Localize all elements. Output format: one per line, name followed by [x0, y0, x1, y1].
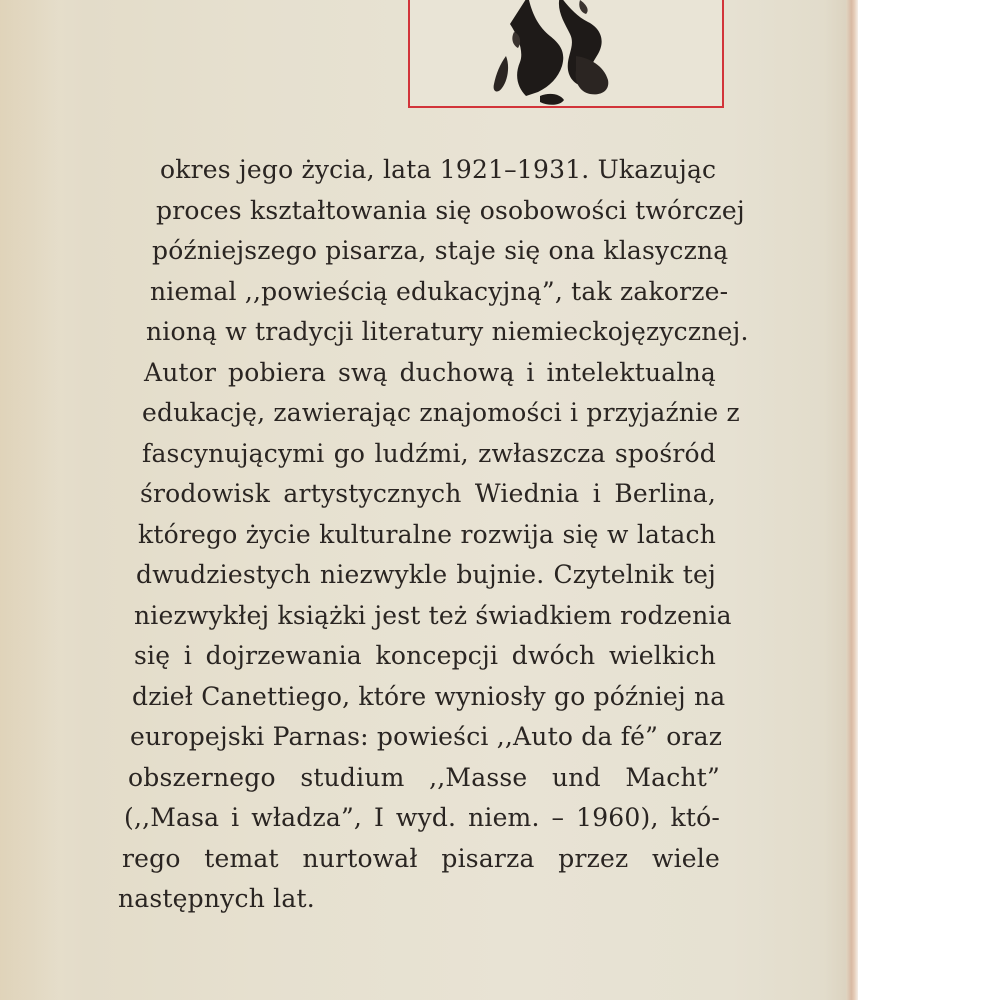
text-line: europejski Parnas: powieści ,,Auto da fé” oraz	[130, 722, 723, 751]
text-line: nioną w tradycji literatury niemieckojęzycznej.	[146, 317, 749, 346]
text-line: fascynującymi go ludźmi, zwłaszcza spośród	[142, 438, 716, 468]
text-line: dwudziestych niezwykle bujnie. Czytelnik tej	[136, 560, 716, 589]
portrait-drawing	[410, 0, 722, 108]
text-line: proces kształtowania się osobowości twórczej	[156, 195, 745, 225]
body-text	[112, 150, 749, 920]
page-spine-shadow	[0, 0, 60, 1000]
text-line: edukację, zawierając znajomości i przyjaźnie z	[142, 398, 740, 427]
text-line: następnych lat.	[118, 884, 315, 913]
text-line: środowisk artystycznych Wiednia i Berlina,	[140, 479, 716, 508]
text-line: dzieł Canettiego, które wyniosły go później na	[132, 681, 726, 711]
text-line: rego temat nurtował pisarza przez wiele	[122, 843, 720, 873]
text-line: (,,Masa i władza”, I wyd. niem. – 1960), któ-	[124, 803, 720, 832]
text-line: okres jego życia, lata 1921–1931. Ukazując	[160, 155, 717, 184]
text-line: obszernego studium ,,Masse und Macht”	[128, 762, 720, 792]
portrait-illustration	[408, 0, 724, 108]
text-line: niezwykłej książki jest też świadkiem rodzenia	[134, 600, 732, 630]
text-line: późniejszego pisarza, staje się ona klasyczną	[152, 236, 729, 265]
text-line: Autor pobiera swą duchową i intelektualną	[144, 357, 716, 387]
page-edge	[846, 0, 858, 1000]
text-line: którego życie kulturalne rozwija się w latach	[138, 519, 716, 549]
text-line: niemal ,,powieścią edukacyjną”, tak zakorze-	[150, 276, 729, 306]
text-line: się i dojrzewania koncepcji dwóch wielkich	[134, 641, 716, 670]
